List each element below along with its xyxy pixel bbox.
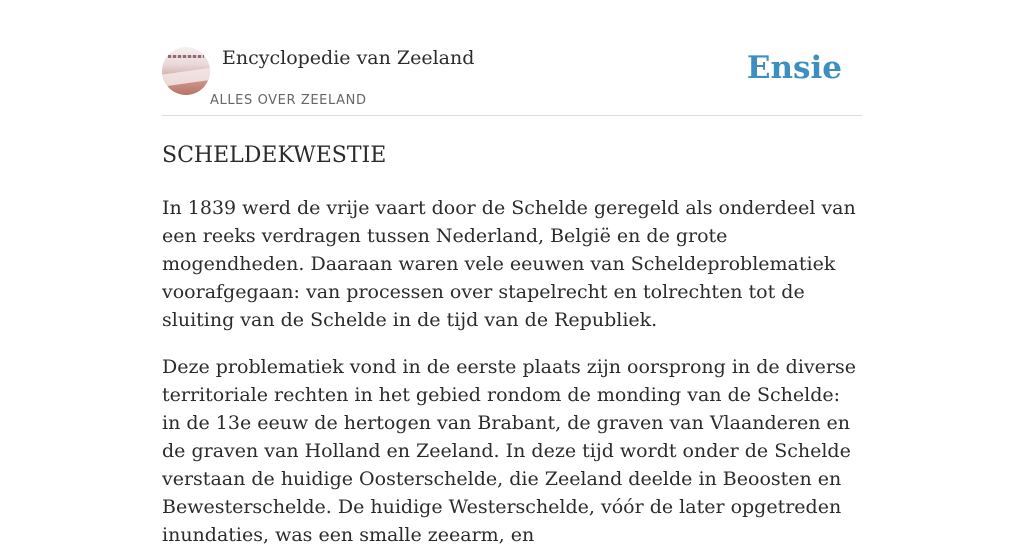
article-title: SCHELDEKWESTIE (162, 143, 387, 168)
site-avatar[interactable] (162, 47, 210, 95)
site-tagline: ALLES OVER ZEELAND (210, 93, 367, 108)
article-paragraph: In 1839 werd de vrije vaart door de Schelde geregeld als onderdeel van een reeks verdragen tussen Nederland, België en de grote mogendheden. Daaraan waren vele eeuwen van Scheldeproblematiek voorafgegaan: van processen over stapelrecht en tolrechten tot de sluiting van de Schelde in de tijd van de Republiek. (162, 197, 856, 331)
page-container (162, 0, 862, 549)
article-paragraph: Deze problematiek vond in de eerste plaats zijn oorsprong in de diverse territoriale rechten in het gebied rondom de monding van de Schelde: in de 13e eeuw de hertogen van Brabant, de graven van Vlaanderen en de graven van Holland en Zeeland. In deze tijd wordt onder de Schelde verstaan de huidige Oosterschelde, die Zeeland deelde in Beoosten en Bewesterschelde. De huidige Westerschelde, vóór de later opgetreden inundaties, was een smalle zeearm, en (162, 356, 856, 546)
avatar-image-detail (162, 67, 210, 87)
ensie-logo[interactable]: Ensie (746, 50, 842, 86)
site-title[interactable]: Encyclopedie van Zeeland (222, 47, 475, 69)
site-header (162, 0, 862, 116)
avatar-image-detail (168, 55, 204, 58)
